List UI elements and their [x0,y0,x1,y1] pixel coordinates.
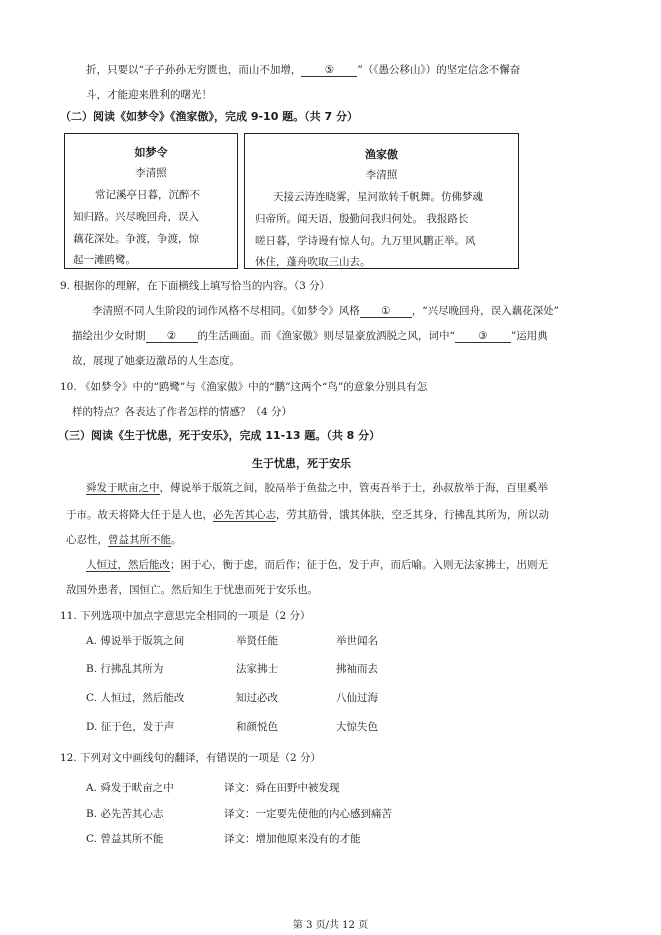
passage-title: 生于忧患，死于安乐 [252,457,351,470]
underlined-sentence: 曾益其所不能 [108,534,171,546]
poem-line: 休住，蓬舟吹取三山去。 [255,256,371,268]
option-compare-2: 大惊失色 [336,721,378,733]
passage-p1-line-3 [66,532,182,547]
text: ，“兴尽晚回舟，误入藕花深处” [411,305,559,317]
q12-stem: 12. 下列对文中画线句的翻译，有错误的一项是（2 分） [60,752,322,764]
text: 李清照不同人生阶段的词作风格不尽相同。《如梦令》风格 [92,305,360,317]
text: 。 [171,534,182,546]
text: 于市。故天将降大任于是人也， [66,509,213,521]
option-compare-2: 举世闻名 [336,635,378,647]
option-compare-1: 知过必改 [236,692,278,704]
underlined-sentence: 必先苦其心志 [213,509,276,521]
poem-line: 嗟日暮，学诗谩有惊人句。九万里风鹏正举。风 [255,235,476,247]
text: 折，只要以“子子孙孙无穷匮也，而山不加增， [86,64,302,76]
option-sentence: C. 人恒过，然后能改 [86,692,185,704]
option-translation: 译文：增加他原来没有的才能 [224,833,361,845]
q10-line-1: 10. 《如梦令》中的“鸥鹭”与《渔家傲》中的“鹏”这两个“鸟”的意象分别具有怎 [60,381,428,393]
poem-line: 起一滩鸥鹭。 [73,254,136,266]
q9-stem: 9. 根据你的理解，在下面横线上填写恰当的内容。（3 分） [60,280,331,292]
blank-2: ② [146,330,198,343]
text: 心忍性， [66,534,108,546]
page-footer: 第 3 页/共 12 页 [292,920,369,931]
text: ”运用典 [510,330,548,342]
blank-5: ⑤ [301,64,357,77]
poem-box-rumengling [64,133,238,269]
section2-heading: （二）阅读《如梦令》《渔家傲》，完成 9-10 题。（共 7 分） [60,110,358,123]
option-sentence: A. 舜发于畎亩之中 [86,782,174,794]
passage-p2-line-2: 敌国外患者，国恒亡。然后知生于忧患而死于安乐也。 [66,584,318,596]
text: 描绘出少女时期 [72,330,146,342]
blank-3: ③ [455,330,511,343]
poem-title: 渔家傲 [365,148,398,161]
text: ，傅说举于版筑之间，胶鬲举于鱼盐之中，管夷吾举于士，孙叔敖举于海，百里奚举 [159,482,548,494]
option-sentence: B. 必先苦其心志 [86,808,164,820]
top-line-1 [86,62,520,77]
option-sentence: D. 征于色，发于声 [86,721,175,733]
poem-author: 李清照 [365,169,398,181]
q9-line-1 [92,303,559,318]
option-translation: 译文：一定要先使他的内心感到痛苦 [224,808,392,820]
q11-stem: 11. 下列选项中加点字意思完全相同的一项是（2 分） [60,610,311,622]
option-compare-1: 和颜悦色 [236,721,278,733]
poem-line: 藕花深处。争渡，争渡，惊 [73,233,199,245]
option-translation: 译文：舜在田野中被发现 [224,782,340,794]
poem-box-yujiaao [244,133,519,269]
q9-line-2 [72,328,548,343]
poem-line: 常记溪亭日暮，沉醉不 [95,189,200,201]
option-sentence: A. 傅说举于版筑之间 [86,635,185,647]
option-sentence: C. 曾益其所不能 [86,833,164,845]
text: 的生活画面。而《渔家傲》则尽显豪放洒脱之风，词中“ [197,330,455,342]
option-compare-1: 举贤任能 [236,635,278,647]
passage-p1-line-1 [86,480,548,495]
option-compare-2: 拂袖而去 [336,663,378,675]
blank-1: ① [360,305,412,318]
underlined-sentence: 舜发于畎亩之中 [86,482,160,494]
text: ，劳其筋骨，饿其体肤，空乏其身，行拂乱其所为，所以动 [276,509,549,521]
underlined-sentence: 人恒过，然后能改 [86,559,170,571]
option-compare-1: 法家拂士 [236,663,278,675]
q10-line-2: 样的特点？各表达了作者怎样的情感？（4 分） [72,406,293,418]
q9-line-3: 故，展现了她豪迈激昂的人生态度。 [72,355,240,367]
poem-line: 知归路。兴尽晚回舟，误入 [73,211,199,223]
passage-p2-line-1 [86,557,548,572]
text: ”（《愚公移山》）的坚定信念不懈奋 [357,64,521,76]
poem-line: 归帝所。闻天语，殷勤问我归何处。 我报路长 [255,213,469,225]
text: ；困于心，衡于虑，而后作；征于色，发于声，而后喻。入则无法家拂士，出则无 [170,559,548,571]
option-sentence: B. 行拂乱其所为 [86,663,164,675]
passage-p1-line-2 [66,507,549,522]
poem-line: 天接云涛连晓雾，星河欲转千帆舞。仿佛梦魂 [273,191,483,203]
poem-author: 李清照 [135,167,167,179]
option-compare-2: 八仙过海 [336,692,378,704]
top-line-2: 斗，才能迎来胜利的曙光！ [86,89,212,101]
poem-title: 如梦令 [134,146,168,159]
section3-heading: （三）阅读《生于忧患，死于安乐》，完成 11-13 题。（共 8 分） [58,429,381,442]
